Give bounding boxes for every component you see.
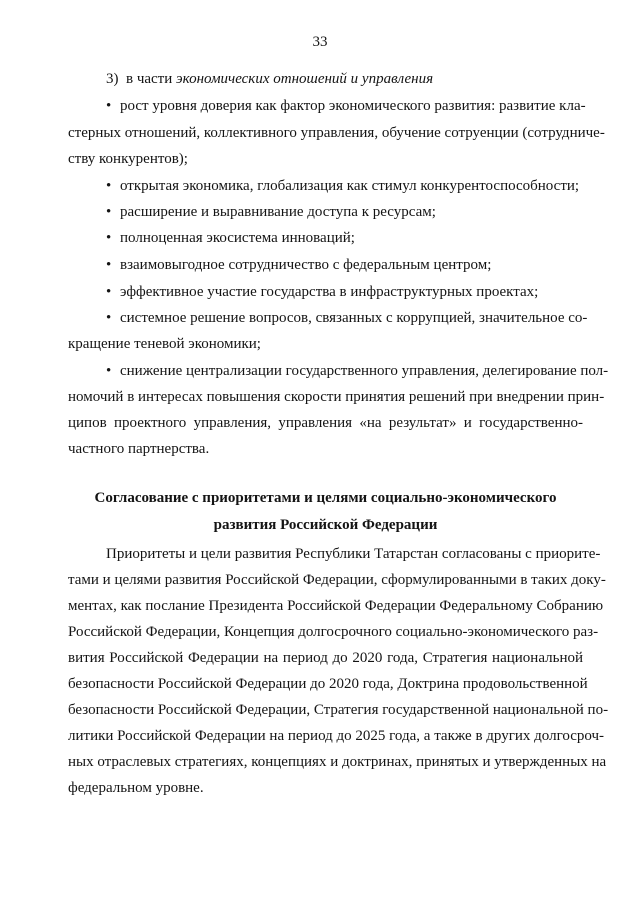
paragraph-line-4: Российской Федерации, Концепция долгосрочного социально-экономического раз- <box>68 624 599 640</box>
paragraph-line-7: безопасности Российской Федерации, Стратегия государственной национальной по- <box>68 702 609 718</box>
paragraph-line-3: ментах, как послание Президента Российской Федерации Федеральному Собранию <box>68 598 604 614</box>
section-heading-3 <box>68 70 583 89</box>
paragraph-line-2: тами и целями развития Российской Федерации, сформулированными в таких доку- <box>68 572 606 588</box>
paragraph-line-9: ных отраслевых стратегиях, концепциях и доктринах, принятых и утвержденных на <box>68 754 607 770</box>
list-item-text: системное решение вопросов, связанных с коррупцией, значительное со- <box>120 310 588 326</box>
list-item-text: полноценная экосистема инноваций; <box>120 230 355 246</box>
list-item-7-line-2: кращение теневой экономики; <box>68 336 261 352</box>
list-item-5 <box>68 256 583 275</box>
list-item-1-line-1 <box>68 97 586 116</box>
list-item-4 <box>68 229 583 248</box>
list-item-text: открытая экономика, глобализация как стимул конкурентоспособности; <box>120 178 580 194</box>
list-item-8-line-1 <box>68 362 609 381</box>
section-title: экономических отношений и управления <box>176 71 434 87</box>
paragraph-line-1: Приоритеты и цели развития Республики Татарстан согласованы с приорите- <box>106 546 601 562</box>
bullet: • <box>106 230 112 246</box>
list-item-1-line-3: ству конкурентов); <box>68 151 188 167</box>
list-item-6 <box>68 283 583 302</box>
list-item-3 <box>68 203 583 222</box>
list-item-8-line-4: частного партнерства. <box>68 441 210 457</box>
bullet: • <box>106 363 112 379</box>
list-item-text: снижение централизации государственного управления, делегирование пол- <box>120 363 609 379</box>
list-item-1-line-2: стерных отношений, коллективного управления, обучение сотруенции (сотрудниче- <box>68 125 605 141</box>
bullet: • <box>106 310 112 326</box>
list-item-text: рост уровня доверия как фактор экономического развития: развитие кла- <box>120 98 586 114</box>
list-item-text: расширение и выравнивание доступа к ресурсам; <box>120 204 436 220</box>
list-item-text: эффективное участие государства в инфраструктурных проектах; <box>120 284 539 300</box>
list-item-8-line-2: номочий в интересах повышения скорости принятия решений при внедрении прин- <box>68 389 605 405</box>
list-item-8-line-3: ципов проектного управления, управления «на результат» и государственно- <box>68 415 583 431</box>
bullet: • <box>106 98 112 114</box>
bullet: • <box>106 204 112 220</box>
paragraph-line-6: безопасности Российской Федерации до 2020 года, Доктрина продовольственной <box>68 676 588 692</box>
section-prefix: 3) в части <box>106 71 177 87</box>
list-item-text: взаимовыгодное сотрудничество с федеральным центром; <box>120 257 492 273</box>
list-item-2 <box>68 177 583 196</box>
section-heading-line-1: Согласование с приоритетами и целями социально-экономического <box>94 490 557 506</box>
paragraph-line-8: литики Российской Федерации на период до 2025 года, а также в других долгосроч- <box>68 728 605 744</box>
bullet: • <box>106 257 112 273</box>
bullet: • <box>106 178 112 194</box>
bullet: • <box>106 284 112 300</box>
paragraph-line-5: вития Российской Федерации на период до 2020 года, Стратегия национальной <box>68 650 583 666</box>
section-heading-line-2: развития Российской Федерации <box>213 517 438 533</box>
paragraph-line-10: федеральном уровне. <box>68 780 204 796</box>
page-number: 33 <box>312 34 328 50</box>
list-item-7-line-1 <box>68 309 588 328</box>
